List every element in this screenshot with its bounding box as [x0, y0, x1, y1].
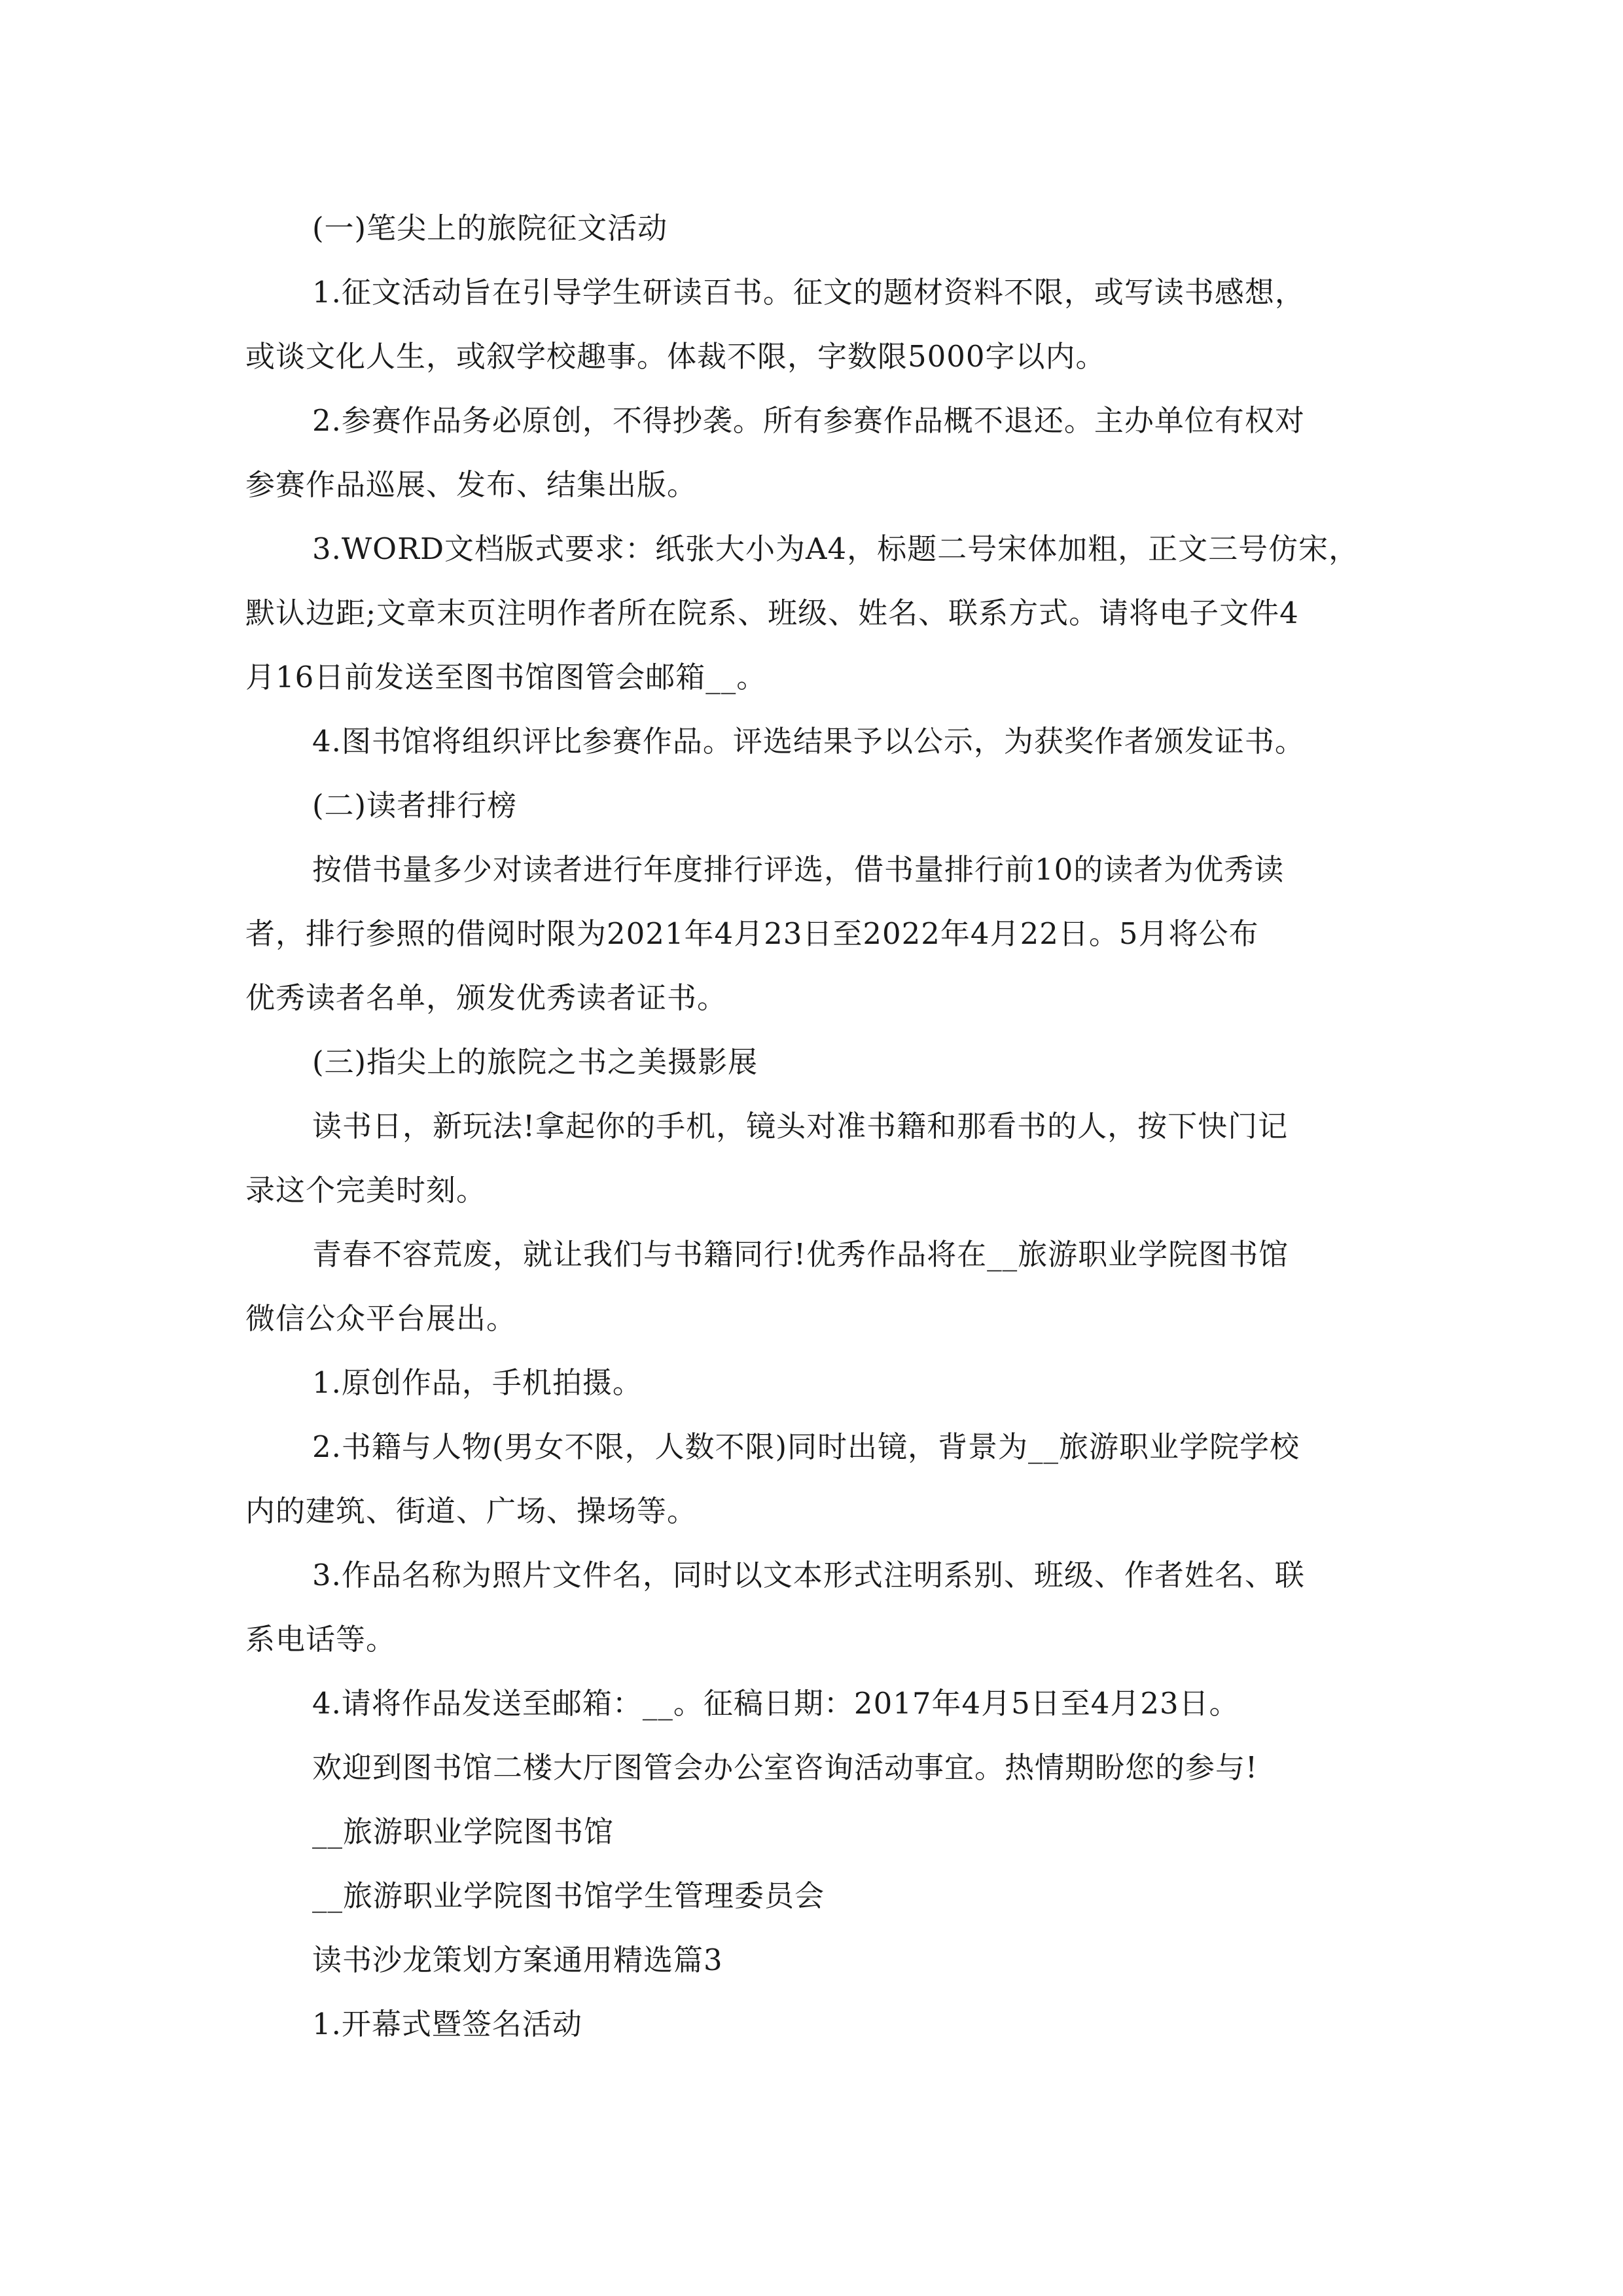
- text-line: 默认边距;文章末页注明作者所在院系、班级、姓名、联系方式。请将电子文件4: [245, 596, 1299, 630]
- text-line: 3.作品名称为照片文件名，同时以文本形式注明系别、班级、作者姓名、联: [312, 1558, 1305, 1592]
- text-line: 欢迎到图书馆二楼大厅图管会办公室咨询活动事宜。热情期盼您的参与!: [312, 1750, 1258, 1785]
- text-line: (二)读者排行榜: [312, 788, 518, 823]
- text-line: 或谈文化人生，或叙学校趣事。体裁不限，字数限5000字以内。: [245, 339, 1106, 374]
- text-line: (一)笔尖上的旅院征文活动: [312, 211, 668, 245]
- text-line: 2.参赛作品务必原创，不得抄袭。所有参赛作品概不退还。主办单位有权对: [312, 403, 1305, 438]
- text-line: 者，排行参照的借阅时限为2021年4月23日至2022年4月22日。5月将公布: [245, 916, 1259, 951]
- text-line: 系电话等。: [245, 1622, 397, 1657]
- text-line: 读书日，新玩法!拿起你的手机，镜头对准书籍和那看书的人，按下快门记: [312, 1109, 1289, 1143]
- text-line: __旅游职业学院图书馆: [312, 1814, 615, 1849]
- text-line: 1.征文活动旨在引导学生研读百书。征文的题材资料不限，或写读书感想，: [312, 275, 1305, 310]
- document-body: [245, 196, 1397, 2056]
- text-line: 内的建筑、街道、广场、操场等。: [245, 1494, 698, 1528]
- text-line: (三)指尖上的旅院之书之美摄影展: [312, 1045, 758, 1079]
- text-line: 参赛作品巡展、发布、结集出版。: [245, 467, 698, 502]
- text-line: 月16日前发送至图书馆图管会邮箱__。: [245, 660, 767, 694]
- text-line: __旅游职业学院图书馆学生管理委员会: [312, 1878, 825, 1913]
- text-line: 读书沙龙策划方案通用精选篇3: [312, 1943, 723, 1977]
- text-line: 4.图书馆将组织评比参赛作品。评选结果予以公示，为获奖作者颁发证书。: [312, 724, 1305, 759]
- text-line: 1.原创作品，手机拍摄。: [312, 1365, 643, 1400]
- text-line: 按借书量多少对读者进行年度排行评选，借书量排行前10的读者为优秀读: [312, 852, 1285, 887]
- text-line: 3.WORD文档版式要求：纸张大小为A4，标题二号宋体加粗，正文三号仿宋，: [312, 531, 1359, 566]
- text-line: 优秀读者名单，颁发优秀读者证书。: [245, 980, 728, 1015]
- text-line: 青春不容荒废，就让我们与书籍同行!优秀作品将在__旅游职业学院图书馆: [312, 1237, 1289, 1272]
- text-line: 录这个完美时刻。: [245, 1173, 487, 1208]
- text-line: 4.请将作品发送至邮箱：__。征稿日期：2017年4月5日至4月23日。: [312, 1686, 1240, 1721]
- text-line: 微信公众平台展出。: [245, 1301, 517, 1336]
- text-line: 2.书籍与人物(男女不限，人数不限)同时出镜，背景为__旅游职业学院学校: [312, 1429, 1300, 1464]
- text-line: 1.开幕式暨签名活动: [312, 2007, 582, 2041]
